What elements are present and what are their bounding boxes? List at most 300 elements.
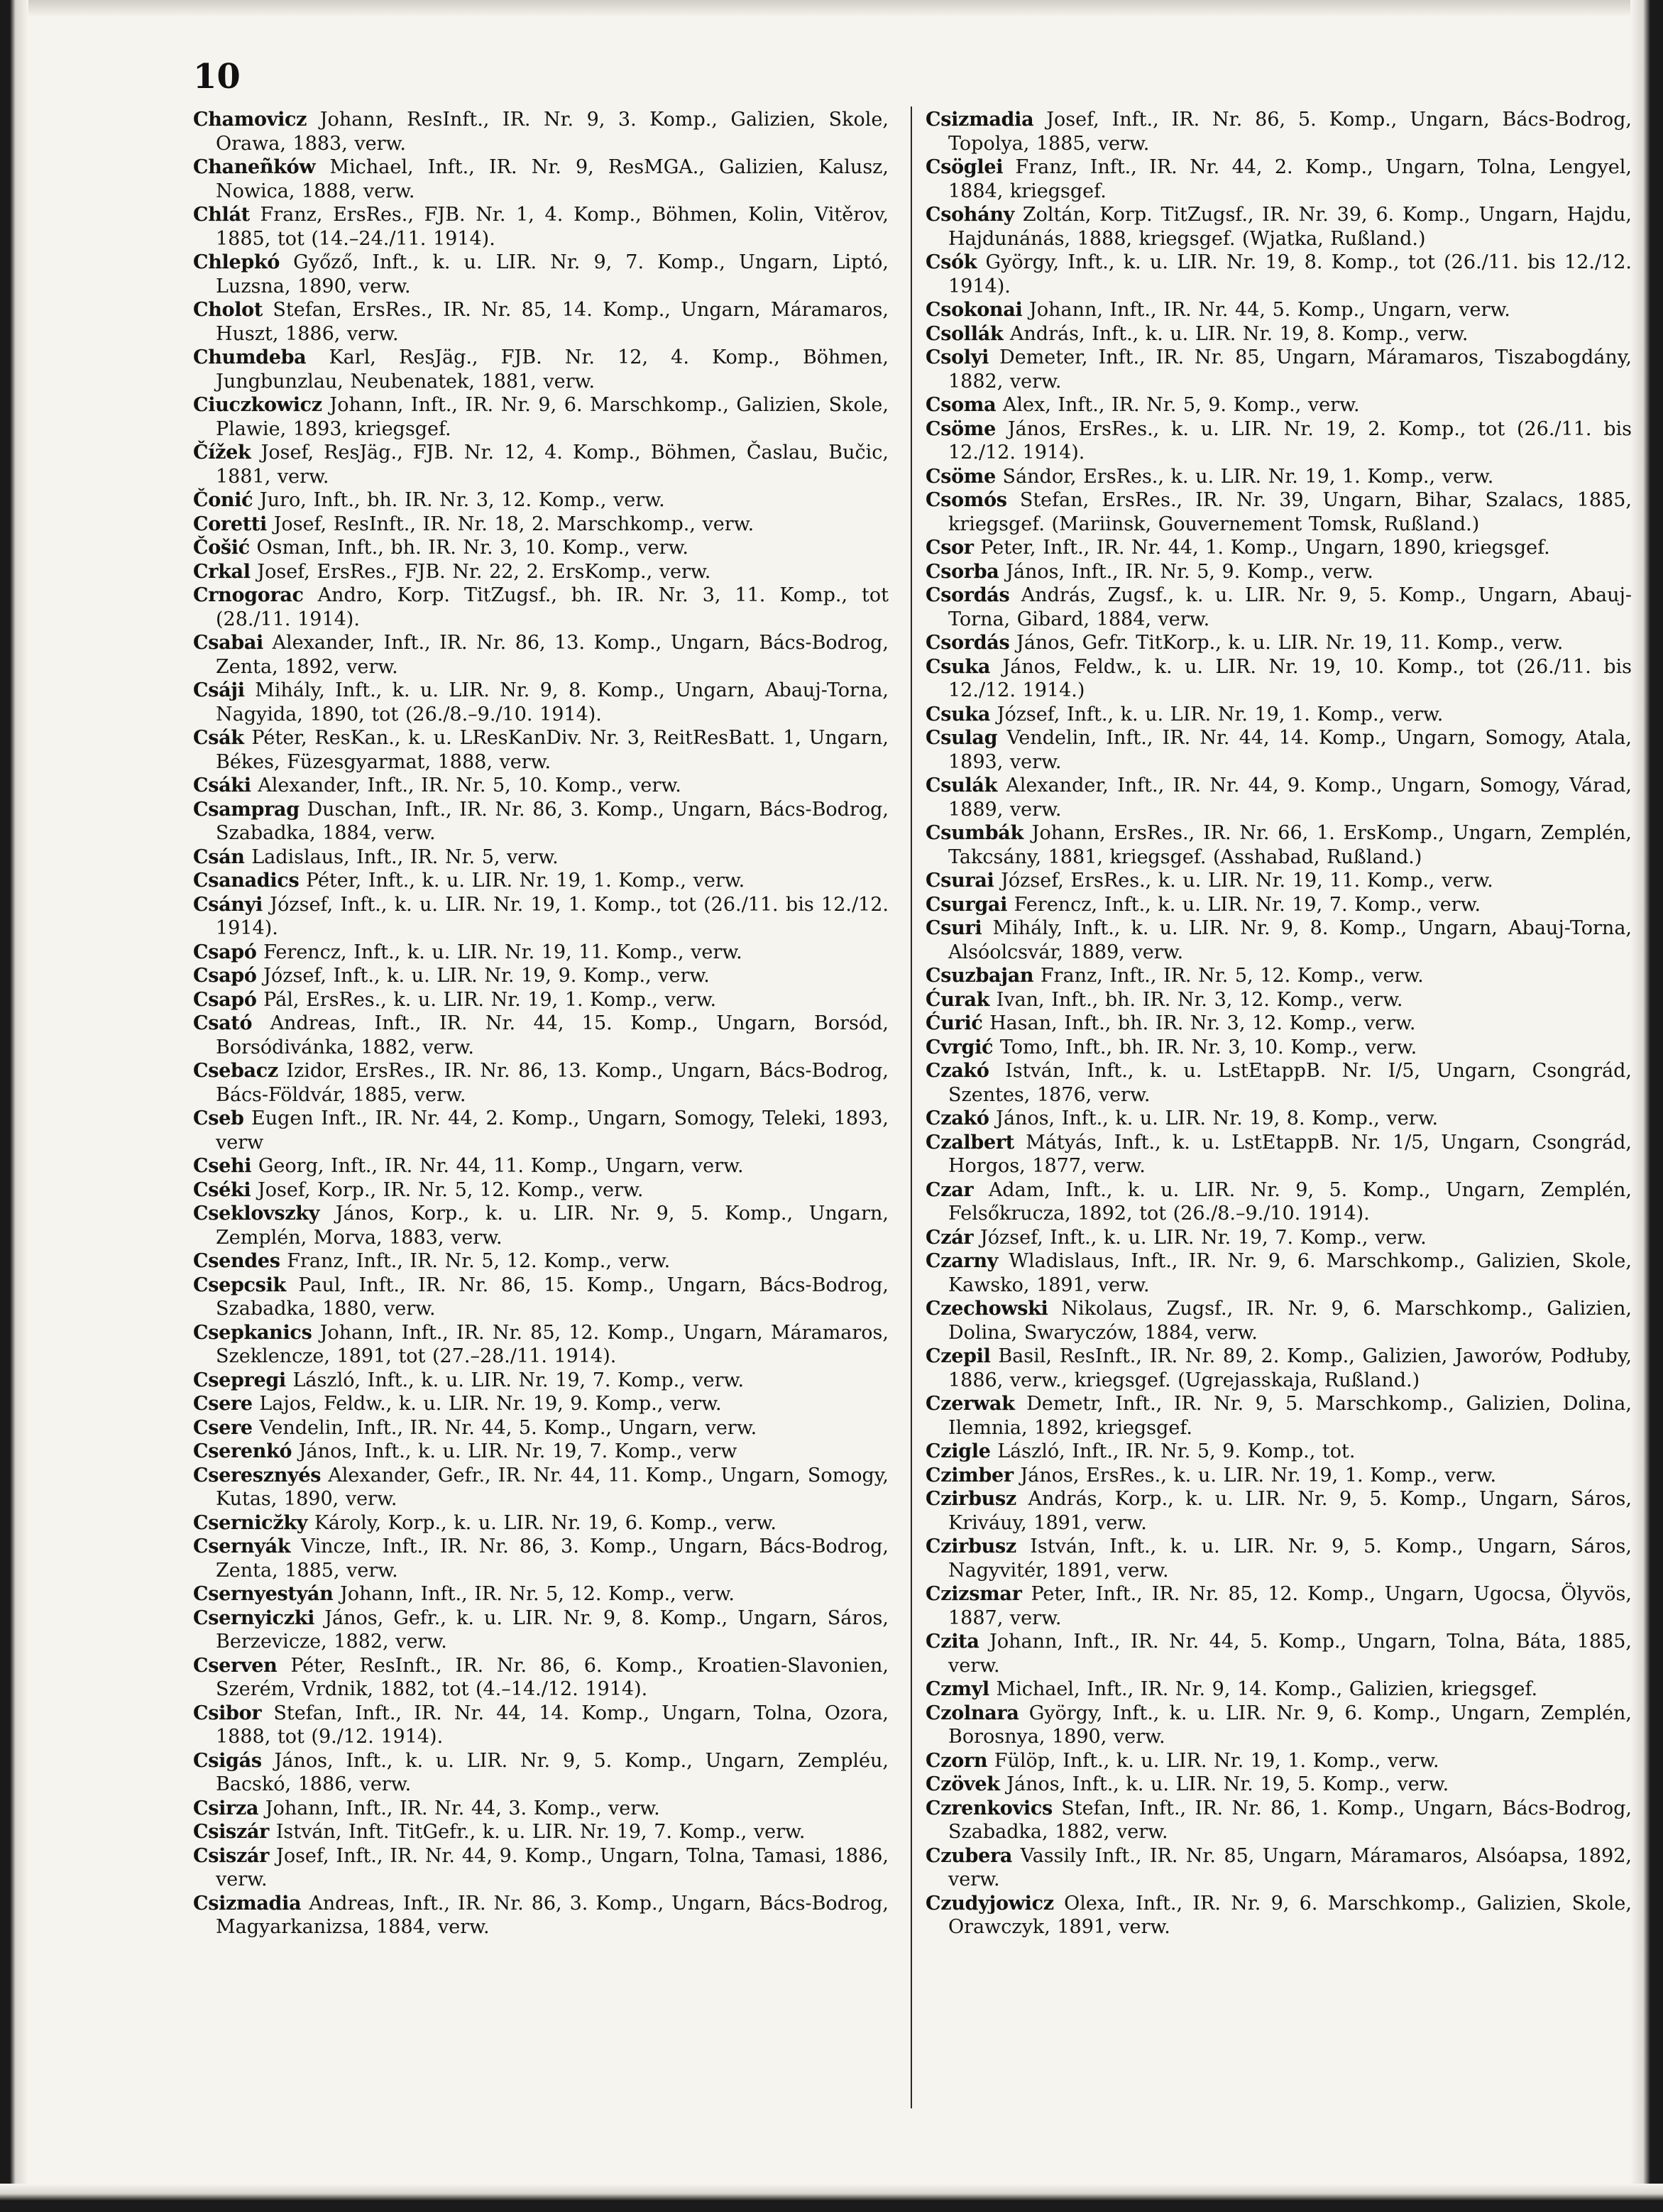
list-item: [193, 774, 889, 798]
list-item: [926, 1677, 1632, 1702]
list-item: [193, 1654, 889, 1702]
list-item: [193, 1154, 889, 1178]
list-item: [193, 726, 889, 774]
entry-surname: Csokonai: [926, 299, 1023, 321]
entry-surname: Csernyák: [193, 1535, 291, 1557]
entry-details: Andro, Korp. TitZugsf., bh. IR. Nr. 3, 11. Komp., tot (28./11. 1914).: [216, 584, 889, 630]
list-item: [193, 1369, 889, 1393]
list-item: [193, 988, 889, 1012]
entry-details: Basil, ResInft., IR. Nr. 89, 2. Komp., Galizien, Jaworów, Podłuby, 1886, verw., kriegsgef. (Ugrejasskaja, Rußland.): [948, 1345, 1632, 1391]
list-item: [926, 1844, 1632, 1892]
entry-surname: Czmyl: [926, 1678, 989, 1700]
entry-surname: Csigás: [193, 1749, 262, 1772]
entry-details: János, Gefr., k. u. LIR. Nr. 9, 8. Komp., Ungarn, Sáros, Berzevicze, 1882, verw.: [216, 1606, 889, 1653]
list-item: [926, 488, 1632, 536]
entry-surname: Crnogorac: [193, 584, 304, 606]
entry-details: Michael, Inft., IR. Nr. 9, 14. Komp., Galizien, kriegsgef.: [996, 1678, 1538, 1700]
entry-details: Franz, Inft., IR. Nr. 44, 2. Komp., Ungarn, Tolna, Lengyel, 1884, kriegsgef.: [948, 156, 1632, 202]
entry-details: Mihály, Inft., k. u. LIR. Nr. 9, 8. Komp., Ungarn, Abauj-Torna, Alsóolcsvár, 1889, verw.: [948, 917, 1632, 963]
entry-surname: Chlát: [193, 204, 250, 226]
list-item: [193, 631, 889, 679]
entry-surname: Czar: [926, 1178, 974, 1201]
entry-details: András, Inft., k. u. LIR. Nr. 19, 8. Komp., verw.: [1009, 322, 1469, 345]
entry-details: György, Inft., k. u. LIR. Nr. 9, 6. Komp., Ungarn, Zemplén, Borosnya, 1890, verw.: [948, 1702, 1632, 1748]
entry-surname: Coretti: [193, 513, 268, 535]
list-item: [926, 1131, 1632, 1178]
list-item: [926, 1059, 1632, 1107]
entry-details: Stefan, ErsRes., IR. Nr. 39, Ungarn, Bihar, Szalacs, 1885, kriegsgef. (Mariinsk, Gouvernement Tomsk, Rußland.): [948, 489, 1632, 535]
entry-details: Georg, Inft., IR. Nr. 44, 11. Komp., Ungarn, verw.: [258, 1155, 744, 1177]
page-number: 10: [193, 57, 241, 97]
entry-surname: Csuzbajan: [926, 965, 1034, 987]
entry-details: János, ErsRes., k. u. LIR. Nr. 19, 2. Komp., tot (26./11. bis 12./12. 1914).: [948, 417, 1632, 464]
entry-details: Johann, Inft., IR. Nr. 44, 3. Komp., verw.: [265, 1797, 660, 1819]
list-item: [193, 845, 889, 870]
entry-details: Izidor, ErsRes., IR. Nr. 86, 13. Komp., Ungarn, Bács-Bodrog, Bács-Földvár, 1885, verw.: [216, 1060, 889, 1106]
entry-surname: Czudyjowicz: [926, 1892, 1054, 1915]
right-column: [926, 108, 1632, 2110]
entry-details: Péter, ResKan., k. u. LResKanDiv. Nr. 3, ReitResBatt. 1, Ungarn, Békes, Füzesgyarmat, 1888, verw.: [216, 727, 889, 773]
list-item: [193, 964, 889, 988]
entry-surname: Csolyi: [926, 346, 989, 368]
entry-surname: Csiszár: [193, 1821, 270, 1843]
entry-surname: Csernicz̆ky: [193, 1511, 308, 1534]
entry-surname: Csendes: [193, 1250, 280, 1272]
list-item: [926, 1036, 1632, 1060]
entry-details: Eugen Inft., IR. Nr. 44, 2. Komp., Ungarn, Somogy, Teleki, 1893, verw: [216, 1107, 889, 1154]
entry-surname: Csernyiczki: [193, 1606, 315, 1629]
entry-surname: Csöglei: [926, 156, 1004, 178]
list-item: [193, 1416, 889, 1440]
list-item: [193, 560, 889, 584]
list-item: [926, 1440, 1632, 1464]
list-item: [193, 584, 889, 631]
entry-details: Mihály, Inft., k. u. LIR. Nr. 9, 8. Komp., Ungarn, Abauj-Torna, Nagyida, 1890, tot (26./8.–9./10. 1914).: [216, 679, 889, 726]
entry-details: Nikolaus, Zugsf., IR. Nr. 9, 6. Marschkomp., Galizien, Dolina, Swaryczów, 1884, verw.: [948, 1298, 1632, 1344]
entry-surname: Cvrgić: [926, 1036, 994, 1058]
list-item: [193, 1274, 889, 1321]
entry-surname: Cseb: [193, 1107, 244, 1129]
entry-surname: Csáki: [193, 774, 251, 796]
list-item: [926, 774, 1632, 821]
left-column: [193, 108, 889, 2110]
entry-details: Stefan, Inft., IR. Nr. 44, 14. Komp., Ungarn, Tolna, Ozora, 1888, tot (9./12. 1914).: [216, 1702, 889, 1748]
entry-details: Péter, ResInft., IR. Nr. 86, 6. Komp., Kroatien-Slavonien, Szerém, Vrdnik, 1882, tot (4.–14./12. 1914).: [216, 1654, 889, 1700]
entry-details: Tomo, Inft., bh. IR. Nr. 3, 10. Komp., verw.: [999, 1036, 1417, 1058]
entry-details: Hasan, Inft., bh. IR. Nr. 3, 12. Komp., verw.: [989, 1012, 1416, 1034]
list-item: [926, 821, 1632, 869]
entry-surname: Čížek: [193, 442, 251, 464]
list-item: [193, 1535, 889, 1582]
list-item: [926, 1582, 1632, 1630]
list-item: [926, 869, 1632, 893]
entry-surname: Czita: [926, 1631, 979, 1653]
entry-surname: Czerwak: [926, 1393, 1015, 1415]
list-item: [193, 108, 889, 155]
entry-details: Zoltán, Korp. TitZugsf., IR. Nr. 39, 6. Komp., Ungarn, Hajdu, Hajdunánás, 1888, kriegsgef. (Wjatka, Rußland.): [948, 204, 1632, 250]
entry-surname: Csordás: [926, 584, 1010, 606]
entry-details: Johann, Inft., IR. Nr. 44, 5. Komp., Ungarn, verw.: [1029, 299, 1510, 321]
list-item: [193, 1107, 889, 1154]
list-item: [193, 1202, 889, 1249]
entry-surname: Czorn: [926, 1749, 988, 1772]
entry-surname: Csernyestyán: [193, 1583, 334, 1605]
entry-surname: Csurgai: [926, 893, 1008, 916]
entry-surname: Czakó: [926, 1060, 989, 1082]
entry-details: Josef, ErsRes., FJB. Nr. 22, 2. ErsKomp., verw.: [257, 560, 711, 583]
entry-details: Michael, Inft., IR. Nr. 9, ResMGA., Galizien, Kalusz, Nowica, 1888, verw.: [216, 156, 889, 202]
list-item: [926, 393, 1632, 417]
list-item: [926, 916, 1632, 964]
entry-details: József, Inft., k. u. LIR. Nr. 19, 7. Komp., verw.: [979, 1226, 1427, 1249]
entry-details: Franz, Inft., IR. Nr. 5, 12. Komp., verw.: [1040, 965, 1424, 987]
entry-details: László, Inft., IR. Nr. 5, 9. Komp., tot.: [997, 1440, 1356, 1462]
entry-details: Alexander, Gefr., IR. Nr. 44, 11. Komp., Ungarn, Somogy, Kutas, 1890, verw.: [216, 1464, 889, 1510]
list-item: [193, 1440, 889, 1464]
entry-surname: Czirbusz: [926, 1535, 1016, 1557]
entry-surname: Cholot: [193, 299, 263, 321]
entry-surname: Csepcsik: [193, 1274, 286, 1296]
entry-surname: Csumbák: [926, 822, 1023, 844]
list-item: [193, 298, 889, 346]
list-item: [926, 417, 1632, 465]
list-item: [926, 1702, 1632, 1749]
entry-surname: Csapó: [193, 965, 257, 987]
entry-surname: Csabai: [193, 632, 264, 654]
entry-details: Duschan, Inft., IR. Nr. 86, 3. Komp., Ungarn, Bács-Bodrog, Szabadka, 1884, verw.: [216, 798, 889, 844]
entry-surname: Chamovicz: [193, 109, 307, 131]
entry-surname: Csor: [926, 537, 974, 559]
entry-surname: Chlepkó: [193, 251, 280, 273]
entry-surname: Czalbert: [926, 1131, 1014, 1154]
entry-details: János, Gefr. TitKorp., k. u. LIR. Nr. 19, 11. Komp., verw.: [1016, 632, 1564, 654]
entry-surname: Csöme: [926, 465, 996, 488]
list-item: [926, 1249, 1632, 1297]
entry-surname: Csán: [193, 845, 245, 868]
list-item: [193, 1820, 889, 1844]
entry-surname: Czrenkovics: [926, 1797, 1053, 1819]
list-item: [926, 1630, 1632, 1677]
entry-details: Andreas, Inft., IR. Nr. 86, 3. Komp., Ungarn, Bács-Bodrog, Magyarkanizsa, 1884, verw.: [216, 1892, 889, 1938]
entry-surname: Czizsmar: [926, 1583, 1022, 1605]
entry-details: Paul, Inft., IR. Nr. 86, 15. Komp., Ungarn, Bács-Bodrog, Szabadka, 1880, verw.: [216, 1274, 889, 1320]
list-item: [926, 1392, 1632, 1440]
entry-details: Demeter, Inft., IR. Nr. 85, Ungarn, Máramaros, Tiszabogdány, 1882, verw.: [948, 346, 1632, 393]
list-item: [926, 1178, 1632, 1226]
entry-surname: Csizmadia: [926, 109, 1034, 131]
entry-surname: Csulák: [926, 774, 997, 796]
entry-surname: Csehi: [193, 1155, 252, 1177]
entry-details: Josef, ResJäg., FJB. Nr. 12, 4. Komp., Böhmen, Časlau, Bučic, 1881, verw.: [216, 442, 889, 488]
entry-details: Andreas, Inft., IR. Nr. 44, 15. Komp., Ungarn, Borsód, Borsódivánka, 1882, verw.: [216, 1012, 889, 1058]
entry-surname: Csanadics: [193, 870, 300, 892]
entry-details: Fülöp, Inft., k. u. LIR. Nr. 19, 1. Komp., verw.: [994, 1749, 1439, 1772]
list-item: [193, 393, 889, 441]
entry-details: Adam, Inft., k. u. LIR. Nr. 9, 5. Komp., Ungarn, Zemplén, Felsőkrucza, 1892, tot (26./8.–9./10. 1914).: [948, 1178, 1632, 1225]
list-item: [193, 1702, 889, 1749]
list-item: [926, 536, 1632, 560]
entry-details: Ferencz, Inft., k. u. LIR. Nr. 19, 7. Komp., verw.: [1014, 893, 1481, 916]
entry-details: Mátyás, Inft., k. u. LstEtappB. Nr. 1/5, Ungarn, Csongrád, Horgos, 1877, verw.: [948, 1131, 1632, 1177]
entry-surname: Cseklovszky: [193, 1203, 320, 1225]
entry-surname: Csuri: [926, 917, 982, 939]
list-item: [926, 251, 1632, 298]
entry-details: Josef, Inft., IR. Nr. 86, 5. Komp., Ungarn, Bács-Bodrog, Topolya, 1885, verw.: [948, 109, 1632, 155]
entry-details: Franz, ErsRes., FJB. Nr. 1, 4. Komp., Böhmen, Kolin, Vitěrov, 1885, tot (14.–24./11. 1914).: [216, 204, 889, 250]
list-item: [193, 679, 889, 726]
list-item: [193, 1321, 889, 1369]
list-item: [193, 251, 889, 298]
entry-details: János, Inft., k. u. LIR. Nr. 19, 5. Komp., verw.: [1006, 1773, 1449, 1795]
column-divider: [911, 106, 912, 2108]
entry-surname: Csiszár: [193, 1844, 270, 1867]
entry-details: Johann, Inft., IR. Nr. 85, 12. Komp., Ungarn, Máramaros, Szeklencze, 1891, tot (27.–28./11. 1914).: [216, 1321, 889, 1367]
entry-surname: Csepkanics: [193, 1321, 312, 1344]
entry-surname: Cséki: [193, 1178, 251, 1201]
list-item: [926, 1345, 1632, 1392]
entry-surname: Csizmadia: [193, 1892, 302, 1915]
entry-surname: Czimber: [926, 1464, 1014, 1486]
entry-surname: Cseresznyés: [193, 1464, 322, 1486]
entry-details: Johann, Inft., IR. Nr. 5, 12. Komp., verw.: [340, 1583, 735, 1605]
list-item: [926, 1464, 1632, 1488]
entry-details: Vassily Inft., IR. Nr. 85, Ungarn, Máramaros, Alsóapsa, 1892, verw.: [948, 1844, 1632, 1890]
entry-surname: Csere: [193, 1416, 253, 1439]
entry-surname: Csamprag: [193, 798, 300, 821]
entry-surname: Czirbusz: [926, 1488, 1016, 1510]
entry-surname: Csató: [193, 1012, 253, 1034]
entry-surname: Chaneñków: [193, 156, 316, 178]
entry-details: Stefan, ErsRes., IR. Nr. 85, 14. Komp., Ungarn, Máramaros, Huszt, 1886, verw.: [216, 299, 889, 345]
entry-details: Győző, Inft., k. u. LIR. Nr. 9, 7. Komp., Ungarn, Liptó, Luzsna, 1890, verw.: [216, 251, 889, 297]
entry-details: János, Inft., k. u. LIR. Nr. 19, 7. Komp., verw: [298, 1440, 737, 1462]
list-item: [926, 560, 1632, 584]
list-item: [926, 1773, 1632, 1797]
entry-surname: Csibor: [193, 1702, 262, 1724]
entry-surname: Cserven: [193, 1654, 278, 1677]
entry-details: János, Inft., IR. Nr. 5, 9. Komp., verw.: [1006, 560, 1373, 583]
entry-surname: Czepil: [926, 1345, 991, 1367]
list-item: [193, 1059, 889, 1107]
scan-edge-left: [0, 0, 28, 2212]
entry-details: Ladislaus, Inft., IR. Nr. 5, verw.: [251, 845, 559, 868]
entry-surname: Csurai: [926, 870, 994, 892]
entry-details: Olexa, Inft., IR. Nr. 9, 6. Marschkomp., Galizien, Skole, Orawczyk, 1891, verw.: [948, 1892, 1632, 1938]
entry-surname: Csapó: [193, 941, 257, 963]
scan-edge-bottom: [0, 2184, 1663, 2212]
list-item: [926, 893, 1632, 917]
entry-details: János, Korp., k. u. LIR. Nr. 9, 5. Komp., Ungarn, Zemplén, Morva, 1883, verw.: [216, 1203, 889, 1249]
entry-details: László, Inft., k. u. LIR. Nr. 19, 7. Komp., verw.: [292, 1369, 745, 1391]
list-item: [926, 108, 1632, 155]
entry-surname: Csepregi: [193, 1369, 286, 1391]
entry-details: Pál, ErsRes., k. u. LIR. Nr. 19, 1. Komp., verw.: [263, 988, 717, 1011]
entry-details: Stefan, Inft., IR. Nr. 86, 1. Komp., Ungarn, Bács-Bodrog, Szabadka, 1882, verw.: [948, 1797, 1632, 1843]
list-item: [193, 441, 889, 488]
list-item: [193, 1012, 889, 1059]
list-item: [193, 869, 889, 893]
entry-details: Ferencz, Inft., k. u. LIR. Nr. 19, 11. Komp., verw.: [263, 941, 742, 963]
entry-surname: Csordás: [926, 632, 1010, 654]
entry-details: István, Inft., k. u. LIR. Nr. 9, 5. Komp., Ungarn, Sáros, Nagyvitér, 1891, verw.: [948, 1535, 1632, 1582]
list-item: [926, 1107, 1632, 1131]
entry-surname: Csoma: [926, 394, 997, 416]
list-item: [193, 346, 889, 393]
entry-details: Vincze, Inft., IR. Nr. 86, 3. Komp., Ungarn, Bács-Bodrog, Zenta, 1885, verw.: [216, 1535, 889, 1582]
entry-surname: Csók: [926, 251, 977, 273]
entry-surname: Chumdeba: [193, 346, 307, 368]
entry-details: Alexander, Inft., IR. Nr. 5, 10. Komp., verw.: [258, 774, 681, 796]
entry-details: Johann, ErsRes., IR. Nr. 66, 1. ErsKomp., Ungarn, Zemplén, Takcsány, 1881, kriegsgef. (Asshabad, Rußland.): [948, 822, 1632, 868]
entry-details: Osman, Inft., bh. IR. Nr. 3, 10. Komp., verw.: [256, 537, 688, 559]
entry-details: Alexander, Inft., IR. Nr. 86, 13. Komp., Ungarn, Bács-Bodrog, Zenta, 1892, verw.: [216, 632, 889, 678]
entry-details: Johann, ResInft., IR. Nr. 9, 3. Komp., Galizien, Skole, Orawa, 1883, verw.: [216, 109, 889, 155]
entry-surname: Csuka: [926, 703, 991, 726]
list-item: [926, 655, 1632, 703]
entry-details: Josef, ResInft., IR. Nr. 18, 2. Marschkomp., verw.: [273, 513, 754, 535]
list-item: [926, 1012, 1632, 1036]
entry-details: Franz, Inft., IR. Nr. 5, 12. Komp., verw.: [287, 1250, 671, 1272]
entry-surname: Czolnara: [926, 1702, 1019, 1724]
list-item: [926, 298, 1632, 322]
list-item: [193, 1797, 889, 1821]
scan-edge-top: [0, 0, 1663, 17]
entry-details: György, Inft., k. u. LIR. Nr. 19, 8. Komp., tot (26./11. bis 12./12. 1914).: [948, 251, 1632, 297]
entry-details: András, Zugsf., k. u. LIR. Nr. 9, 5. Komp., Ungarn, Abauj-Torna, Gibard, 1884, verw.: [948, 584, 1632, 630]
entry-details: Alex, Inft., IR. Nr. 5, 9. Komp., verw.: [1002, 394, 1360, 416]
entry-details: András, Korp., k. u. LIR. Nr. 9, 5. Komp., Ungarn, Sáros, Kriváuy, 1891, verw.: [948, 1488, 1632, 1534]
entry-details: Juro, Inft., bh. IR. Nr. 3, 12. Komp., verw.: [259, 489, 665, 511]
entry-details: Johann, Inft., IR. Nr. 44, 5. Komp., Ungarn, Tolna, Báta, 1885, verw.: [948, 1631, 1632, 1677]
list-item: [926, 988, 1632, 1012]
list-item: [193, 1392, 889, 1416]
list-item: [193, 1249, 889, 1274]
list-item: [193, 536, 889, 560]
entry-surname: Ciuczkowicz: [193, 394, 322, 416]
entry-details: István, Inft., k. u. LstEtappB. Nr. I/5, Ungarn, Csongrád, Szentes, 1876, verw.: [948, 1060, 1632, 1106]
entry-details: Péter, Inft., k. u. LIR. Nr. 19, 1. Komp., verw.: [305, 870, 745, 892]
entry-surname: Ćurak: [926, 988, 990, 1011]
entry-details: Demetr, Inft., IR. Nr. 9, 5. Marschkomp., Galizien, Dolina, Ilemnia, 1892, kriegsgef.: [948, 1393, 1632, 1439]
list-item: [193, 798, 889, 845]
scan-edge-right: [1630, 0, 1663, 2212]
list-item: [926, 1797, 1632, 1844]
list-item: [926, 703, 1632, 727]
list-item: [193, 1606, 889, 1654]
list-item: [926, 155, 1632, 203]
entry-surname: Cserenkó: [193, 1440, 292, 1462]
entry-details: János, Inft., k. u. LIR. Nr. 19, 8. Komp., verw.: [996, 1107, 1439, 1129]
list-item: [926, 322, 1632, 346]
entry-surname: Csere: [193, 1393, 253, 1415]
list-item: [926, 584, 1632, 631]
entry-details: József, Inft., k. u. LIR. Nr. 19, 1. Komp., tot (26./11. bis 12./12. 1914).: [216, 893, 889, 939]
list-item: [926, 346, 1632, 393]
list-item: [193, 155, 889, 203]
entry-details: János, Inft., k. u. LIR. Nr. 9, 5. Komp., Ungarn, Zempléu, Bacskó, 1886, verw.: [216, 1749, 889, 1795]
entry-details: Josef, Inft., IR. Nr. 44, 9. Komp., Ungarn, Tolna, Tamasi, 1886, verw.: [216, 1844, 889, 1890]
entry-surname: Csulag: [926, 727, 998, 749]
entry-details: József, ErsRes., k. u. LIR. Nr. 19, 11. Komp., verw.: [1001, 870, 1493, 892]
list-item: [926, 631, 1632, 655]
entry-details: János, ErsRes., k. u. LIR. Nr. 19, 1. Komp., verw.: [1020, 1464, 1497, 1486]
entry-surname: Csák: [193, 727, 244, 749]
entry-details: Vendelin, Inft., IR. Nr. 44, 5. Komp., Ungarn, verw.: [259, 1416, 757, 1439]
entry-surname: Csöme: [926, 417, 996, 440]
list-item: [926, 203, 1632, 251]
entry-surname: Csapó: [193, 988, 257, 1011]
list-item: [193, 893, 889, 941]
entry-surname: Czechowski: [926, 1298, 1048, 1320]
entry-details: Vendelin, Inft., IR. Nr. 44, 14. Komp., Ungarn, Somogy, Atala, 1893, verw.: [948, 727, 1632, 773]
entry-surname: Csirza: [193, 1797, 259, 1819]
entry-details: Károly, Korp., k. u. LIR. Nr. 19, 6. Komp., verw.: [314, 1511, 777, 1534]
entry-details: Sándor, ErsRes., k. u. LIR. Nr. 19, 1. Komp., verw.: [1002, 465, 1494, 488]
entry-details: István, Inft. TitGefr., k. u. LIR. Nr. 19, 7. Komp., verw.: [275, 1821, 806, 1843]
entry-details: Lajos, Feldw., k. u. LIR. Nr. 19, 9. Komp., verw.: [259, 1393, 722, 1415]
list-item: [193, 1582, 889, 1606]
entry-surname: Csomós: [926, 489, 1007, 511]
entry-details: József, Inft., k. u. LIR. Nr. 19, 1. Komp., verw.: [997, 703, 1444, 726]
entry-surname: Crkal: [193, 560, 251, 583]
entry-surname: Csányi: [193, 893, 263, 916]
entry-surname: Csollák: [926, 322, 1004, 345]
list-item: [926, 1487, 1632, 1535]
list-item: [926, 1749, 1632, 1773]
entry-details: János, Feldw., k. u. LIR. Nr. 19, 10. Komp., tot (26./11. bis 12./12. 1914.): [948, 655, 1632, 701]
entry-surname: Czubera: [926, 1844, 1013, 1867]
entry-surname: Ćurić: [926, 1012, 983, 1034]
list-item: [193, 1178, 889, 1203]
entry-surname: Czár: [926, 1226, 974, 1249]
list-item: [193, 941, 889, 965]
list-item: [193, 203, 889, 251]
list-item: [193, 513, 889, 537]
entry-details: Josef, Korp., IR. Nr. 5, 12. Komp., verw.: [257, 1178, 644, 1201]
entry-details: József, Inft., k. u. LIR. Nr. 19, 9. Komp., verw.: [263, 965, 710, 987]
entry-surname: Csorba: [926, 560, 999, 583]
list-item: [926, 1535, 1632, 1582]
list-item: [193, 1892, 889, 1939]
list-item: [926, 964, 1632, 988]
entry-surname: Czigle: [926, 1440, 991, 1462]
list-item: [193, 1511, 889, 1535]
entry-surname: Czarny: [926, 1250, 999, 1272]
entry-details: Johann, Inft., IR. Nr. 9, 6. Marschkomp., Galizien, Skole, Plawie, 1893, kriegsgef.: [216, 394, 889, 440]
list-item: [193, 1464, 889, 1511]
entry-surname: Csáji: [193, 679, 245, 701]
entry-details: Alexander, Inft., IR. Nr. 44, 9. Komp., Ungarn, Somogy, Várad, 1889, verw.: [948, 774, 1632, 821]
list-item: [926, 1892, 1632, 1939]
entry-surname: Čonić: [193, 489, 253, 511]
entry-surname: Czövek: [926, 1773, 1000, 1795]
list-item: [193, 488, 889, 513]
entry-surname: Csohány: [926, 204, 1015, 226]
list-item: [193, 1749, 889, 1797]
list-item: [926, 465, 1632, 489]
entry-surname: Csuka: [926, 655, 991, 678]
entry-details: Peter, Inft., IR. Nr. 44, 1. Komp., Ungarn, 1890, kriegsgef.: [980, 537, 1550, 559]
entry-surname: Csebacz: [193, 1060, 278, 1082]
entry-details: Peter, Inft., IR. Nr. 85, 12. Komp., Ungarn, Ugocsa, Ölyvös, 1887, verw.: [948, 1583, 1632, 1629]
entry-details: Wladislaus, Inft., IR. Nr. 9, 6. Marschkomp., Galizien, Skole, Kawsko, 1891, verw.: [948, 1250, 1632, 1296]
list-item: [926, 1226, 1632, 1250]
list-item: [926, 1297, 1632, 1345]
entry-surname: Čošić: [193, 537, 250, 559]
list-item: [193, 1844, 889, 1892]
entry-details: Karl, ResJäg., FJB. Nr. 12, 4. Komp., Böhmen, Jungbunzlau, Neubenatek, 1881, verw.: [216, 346, 889, 393]
list-item: [926, 726, 1632, 774]
